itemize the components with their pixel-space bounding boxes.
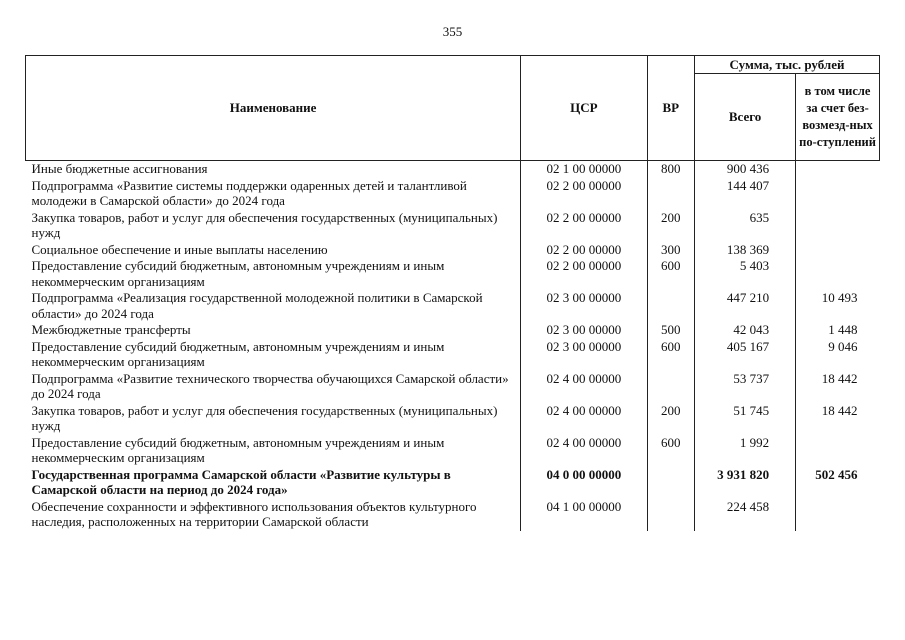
row-vr [647, 371, 695, 403]
table-row [26, 403, 880, 435]
row-vr [647, 178, 695, 210]
row-total: 42 043 [695, 322, 796, 339]
row-csr: 04 0 00 00000 [521, 467, 647, 499]
header-name: Наименование [26, 56, 521, 161]
row-name: Подпрограмма «Развитие системы поддержки одаренных детей и талантливой молодежи в Самарской области» до 2024 года [31, 177, 467, 208]
row-csr: 02 2 00 00000 [521, 258, 647, 290]
row-csr: 02 1 00 00000 [521, 161, 647, 178]
row-vr: 500 [647, 322, 695, 339]
row-name: Обеспечение сохранности и эффективного использования объектов культурного наследия, расположенных на территории Самарской области [31, 498, 477, 529]
row-name: Предоставление субсидий бюджетным, автономным учреждениям и иным некоммерческим организациям [31, 338, 445, 369]
row-free [796, 178, 880, 210]
row-csr: 02 4 00 00000 [521, 403, 647, 435]
table-row [26, 210, 880, 242]
row-name: Подпрограмма «Реализация государственной молодежной политики в Самарской области» до 2024 года [31, 290, 483, 321]
row-csr: 02 4 00 00000 [521, 371, 647, 403]
table-row [26, 499, 880, 531]
row-csr: 02 3 00 00000 [521, 290, 647, 322]
row-free: 10 493 [796, 290, 880, 322]
row-total: 635 [695, 210, 796, 242]
row-vr [647, 467, 695, 499]
row-vr: 200 [647, 210, 695, 242]
row-total: 53 737 [695, 371, 796, 403]
row-total: 900 436 [695, 161, 796, 178]
row-free [796, 499, 880, 531]
header-csr: ЦСР [521, 56, 647, 161]
row-csr: 02 2 00 00000 [521, 178, 647, 210]
budget-table [25, 55, 880, 531]
row-name: Социальное обеспечение и иные выплаты населению [31, 241, 328, 257]
row-free: 502 456 [796, 467, 880, 499]
page-number: 355 [442, 24, 463, 39]
row-free: 9 046 [796, 339, 880, 371]
row-total: 3 931 820 [695, 467, 796, 499]
row-csr: 02 3 00 00000 [521, 322, 647, 339]
header-vr: ВР [647, 56, 695, 161]
row-name: Подпрограмма «Развитие технического творчества обучающихся Самарской области» до 2024 года [31, 370, 509, 401]
row-csr: 02 2 00 00000 [521, 210, 647, 242]
row-total: 447 210 [695, 290, 796, 322]
row-total: 144 407 [695, 178, 796, 210]
row-name: Закупка товаров, работ и услуг для обеспечения государственных (муниципальных) нужд [31, 209, 498, 240]
row-free [796, 242, 880, 259]
row-name: Закупка товаров, работ и услуг для обеспечения государственных (муниципальных) нужд [31, 402, 498, 433]
row-total: 405 167 [695, 339, 796, 371]
table-row [26, 322, 880, 339]
table-row [26, 435, 880, 467]
row-free [796, 210, 880, 242]
row-vr: 200 [647, 403, 695, 435]
table-row [26, 467, 880, 499]
row-csr: 04 1 00 00000 [521, 499, 647, 531]
row-total: 5 403 [695, 258, 796, 290]
row-free [796, 161, 880, 178]
table-row [26, 371, 880, 403]
header-sum: Сумма, тыс. рублей [695, 56, 880, 74]
row-vr [647, 499, 695, 531]
row-total: 1 992 [695, 435, 796, 467]
row-total: 51 745 [695, 403, 796, 435]
row-vr: 600 [647, 258, 695, 290]
row-csr: 02 4 00 00000 [521, 435, 647, 467]
row-vr [647, 290, 695, 322]
row-csr: 02 2 00 00000 [521, 242, 647, 259]
table-row [26, 290, 880, 322]
header-total: Всего [695, 74, 796, 161]
table-row [26, 258, 880, 290]
row-name: Иные бюджетные ассигнования [31, 161, 208, 176]
row-vr: 600 [647, 435, 695, 467]
row-total: 224 458 [695, 499, 796, 531]
row-vr: 300 [647, 242, 695, 259]
row-name: Межбюджетные трансферты [31, 322, 191, 337]
row-free [796, 435, 880, 467]
row-free: 18 442 [796, 371, 880, 403]
header-free: в том числе за счет без-возмезд-ных по-ступлений [796, 74, 880, 161]
row-name: Предоставление субсидий бюджетным, автономным учреждениям и иным некоммерческим организациям [31, 258, 445, 289]
row-free: 18 442 [796, 403, 880, 435]
row-free [796, 258, 880, 290]
row-free: 1 448 [796, 322, 880, 339]
row-total: 138 369 [695, 242, 796, 259]
table-row [26, 339, 880, 371]
row-vr: 600 [647, 339, 695, 371]
row-vr: 800 [647, 161, 695, 178]
row-name: Предоставление субсидий бюджетным, автономным учреждениям и иным некоммерческим организациям [31, 434, 445, 465]
table-row [26, 242, 880, 259]
table-body [26, 161, 880, 531]
table-header [26, 56, 880, 161]
row-csr: 02 3 00 00000 [521, 339, 647, 371]
table-row [26, 178, 880, 210]
row-name: Государственная программа Самарской области «Развитие культуры в Самарской области на период до 2024 года» [31, 466, 451, 497]
table-row [26, 161, 880, 178]
